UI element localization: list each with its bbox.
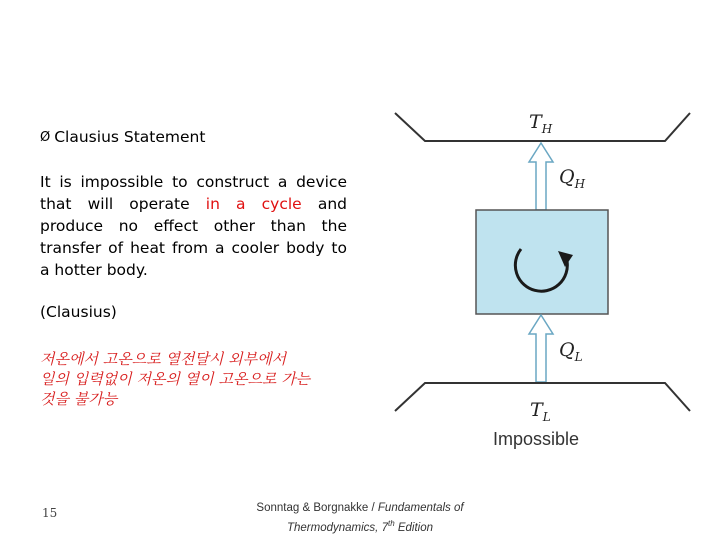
statement-source: (Clausius) bbox=[40, 303, 117, 321]
heat-in-arrow-icon bbox=[529, 315, 553, 382]
korean-line-3: 것을 불가능 bbox=[40, 390, 118, 408]
citation-edition-rest: Edition bbox=[394, 521, 433, 534]
slide-heading bbox=[40, 128, 205, 146]
korean-line-2: 일의 입력없이 저온의 열이 고온으로 가는 bbox=[40, 370, 311, 388]
page-number: 15 bbox=[42, 506, 58, 520]
cold-reservoir-label: $T_L$ bbox=[530, 399, 551, 424]
korean-note bbox=[40, 349, 360, 409]
statement-part1: It is impossible to construct a device that will operate bbox=[40, 173, 347, 213]
heat-out-arrow-icon bbox=[529, 143, 553, 210]
impossible-device-diagram bbox=[380, 95, 700, 460]
cyclic-device-box bbox=[476, 210, 608, 314]
heading-text: Clausius Statement bbox=[54, 128, 206, 146]
bullet-arrow-icon: Ø bbox=[40, 129, 51, 145]
citation-book-line1: Fundamentals of bbox=[377, 502, 464, 514]
korean-line-1: 저온에서 고온으로 열전달시 외부에서 bbox=[40, 350, 287, 368]
citation bbox=[245, 500, 475, 536]
citation-edition-sup: th bbox=[387, 519, 395, 528]
heat-out-label: $Q_H$ bbox=[559, 166, 586, 191]
citation-book-line2: Thermodynamics, 7 bbox=[286, 521, 388, 534]
hot-reservoir-label: $T_H$ bbox=[529, 111, 553, 136]
statement-part2: and produce no effect other than the transfer of heat from a cooler body to a hotter body. bbox=[40, 195, 347, 279]
heat-in-label: $Q_L$ bbox=[559, 339, 583, 364]
statement-highlight: in a cycle bbox=[205, 195, 302, 213]
citation-authors: Sonntag & Borgnakke / bbox=[256, 502, 375, 514]
clausius-statement bbox=[40, 171, 347, 281]
diagram-caption: Impossible bbox=[493, 429, 580, 449]
